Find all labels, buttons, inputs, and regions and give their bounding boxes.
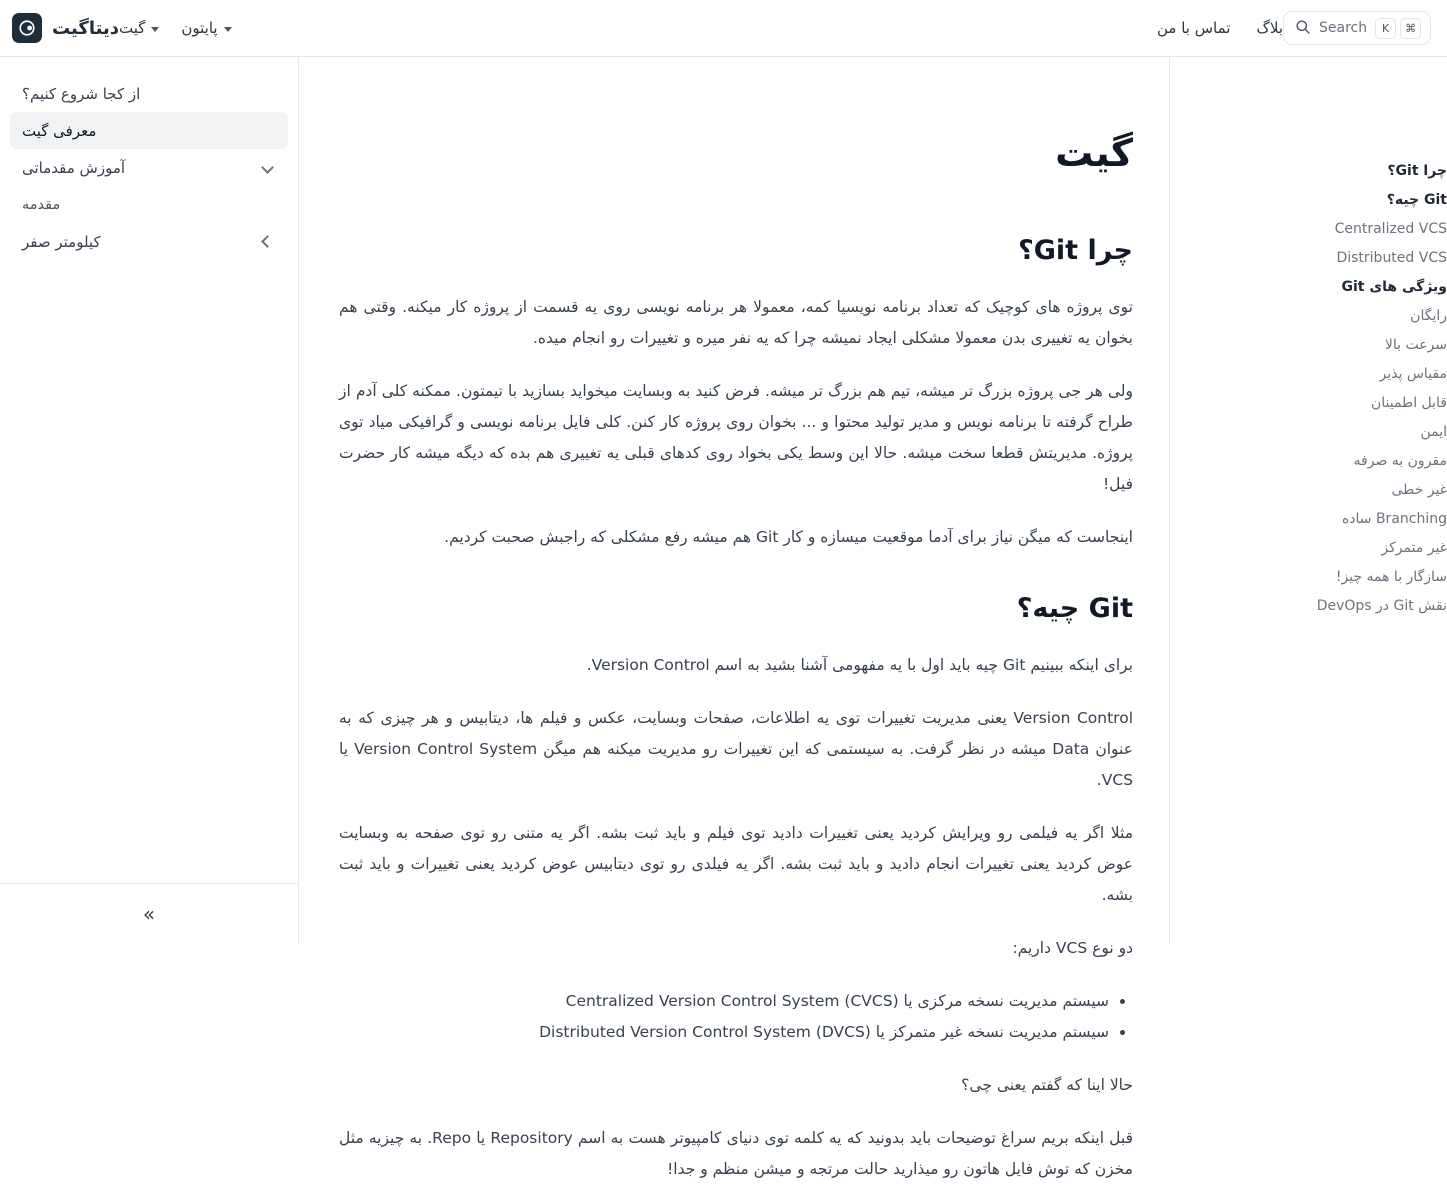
page-toc (1169, 57, 1447, 944)
nav-item-git-label: گیت (118, 19, 146, 37)
brand[interactable] (12, 13, 119, 43)
sidebar-item-where-to-start[interactable] (10, 75, 288, 112)
sidebar-item-moghadame[interactable] (10, 186, 288, 223)
chevron-down-icon (224, 27, 232, 32)
sidebar-item-basic-tutorial-label: آموزش مقدماتی (22, 158, 126, 177)
toc-item-distributed-vcs[interactable]: Distributed VCS (1336, 250, 1447, 266)
secondary-nav (1157, 19, 1283, 37)
heading-why-git: چرا Git؟ (1018, 234, 1133, 266)
article-content (299, 57, 1169, 1178)
page-layout (0, 57, 1447, 1178)
paragraph-why-git-2: ولی هر جی پروژه بزرگ تر میشه، تیم هم بزرگ تر میشه. فرض کنید به وبسایت میخواید بسازید با تیمتون. ممکنه کلی آدم از طراح گرفته تا برنامه نویس و مدیر تولید محتوا و ... بخوان روی پروژه کار کنن. کلی فایل برنامه نویسی و گرافیکی میاد توی پروژه. مدیریتش قطعا سخت میشه. حالا این وسط یکی بخواد روی کدهای قبلی یه تغییری هم بده که دیگه میشه کار حضرت فیل! (339, 381, 1133, 493)
paragraph-vcs-types-intro: دو نوع VCS داریم: (1012, 938, 1133, 957)
toc-item-free[interactable]: رایگان (1410, 308, 1447, 324)
toc-item-what-is-git[interactable]: Git چیه؟ (1386, 192, 1447, 208)
collapse-sidebar-button[interactable]: » (142, 902, 156, 926)
nav-item-python[interactable] (181, 19, 231, 37)
top-header (0, 0, 1447, 57)
toc-item-devops-role[interactable]: نقش Git در DevOps (1316, 598, 1447, 614)
sidebar-item-kilometer-zero-label: کیلومتر صفر (22, 232, 101, 251)
toc-item-secure[interactable]: ایمن (1420, 424, 1447, 440)
sidebar-item-kilometer-zero[interactable] (10, 223, 288, 260)
search-shortcut (1375, 18, 1421, 39)
chevron-right-icon[interactable] (260, 234, 276, 250)
toc-item-affordable[interactable]: مقرون به صرفه (1353, 453, 1447, 469)
nav-item-python-label: پایتون (181, 19, 218, 37)
toc-item-branching[interactable]: Branching ساده (1341, 511, 1447, 527)
toc-item-why-git[interactable]: چرا Git؟ (1387, 163, 1447, 179)
toc-item-centralized-vcs[interactable]: Centralized VCS (1334, 221, 1447, 237)
nav-link-blog[interactable]: بلاگ (1256, 19, 1283, 37)
sidebar-footer (0, 883, 298, 944)
toc-item-reliable[interactable]: قابل اطمینان (1370, 395, 1447, 411)
kbd-k: K (1375, 18, 1396, 39)
sidebar-item-git-intro[interactable] (10, 112, 288, 149)
sidebar-item-where-to-start-label: از کجا شروع کنیم؟ (22, 84, 141, 103)
search-icon (1294, 18, 1311, 39)
toc-item-decentralized[interactable]: غیر متمرکز (1381, 540, 1447, 556)
heading-what-is-git: Git چیه؟ (1016, 592, 1133, 624)
paragraph-why-git-3: اینجاست که میگن نیاز برای آدما موقعیت میسازه و کار Git هم میشه رفع مشکلی که راجبش صحبت کردیم. (444, 527, 1133, 546)
search-input[interactable] (1283, 11, 1431, 45)
paragraph-what-is-git-2: Version Control یعنی مدیریت تغییرات توی یه اطلاعات، صفحات وبسایت، عکس و فیلم ها، دیتابیس و هر چیزی که به عنوان Data میشه در نظر گرفت. به سیستمی که این تغییرات رو مدیریت میکنه هم میگن Version Control System یا VCS. (339, 708, 1133, 789)
kbd-command: ⌘ (1400, 18, 1421, 39)
paragraph-why-git-1: توی پروژه های کوچیک که تعداد برنامه نویسیا کمه، معمولا هر برنامه نویسی روی یه قسمت از پروژه کار میکنه. وقتی هم بخوان یه تغییری بدن معمولا مشکلی ایجاد نمیشه چرا که یه نفر میره و تغییرات رو انجام میده. (339, 297, 1133, 347)
header-brand-nav-group (12, 13, 258, 43)
doc-sidebar-list (10, 75, 288, 883)
vcs-types-list (339, 986, 1133, 1048)
page-title: گیت (1055, 131, 1133, 175)
toc-item-compatible[interactable]: سازگار با همه چیز! (1335, 569, 1447, 585)
nav-link-contact[interactable]: تماس با من (1156, 19, 1231, 37)
search-placeholder: Search (1319, 20, 1368, 36)
toc-item-nonlinear[interactable]: غیر خطی (1391, 482, 1447, 498)
sidebar-item-git-intro-label: معرفی گیت (22, 121, 97, 140)
main-nav (119, 19, 232, 37)
sidebar-item-moghadame-label: مقدمه (22, 196, 61, 213)
paragraph-repository-intro: قبل اینکه بریم سراغ توضیحات باید بدونید که یه کلمه توی دنیای کامپیوتر هست به اسم Repository یا Repo. به چیزیه مثل مخزن که توش فایل هاتون رو میذارید حالت مرتجه و میشن منظم و جدا! (339, 1128, 1133, 1178)
list-item-cvcs: • سیستم مدیریت نسخه مرکزی یا Centralized Version Control System (CVCS) (339, 986, 1109, 1017)
page-toc-list (1170, 157, 1447, 621)
paragraph-meaning-question: حالا اینا که گفتم یعنی چی؟ (961, 1075, 1133, 1094)
nav-item-git[interactable] (119, 19, 159, 37)
chevron-down-icon (151, 27, 159, 32)
toc-item-scalable[interactable]: مقیاس پذیر (1379, 366, 1447, 382)
paragraph-what-is-git-1: برای اینکه ببینیم Git چیه باید اول با یه مفهومی آشنا بشید به اسم Version Control. (586, 655, 1133, 674)
toc-item-speed[interactable]: سرعت بالا (1384, 337, 1447, 353)
doc-sidebar (0, 57, 299, 944)
brand-name: دیتاگیت (52, 17, 119, 39)
datagit-logo-icon (12, 13, 42, 43)
chevron-down-icon[interactable] (260, 160, 276, 176)
header-left-group (1131, 11, 1431, 45)
toc-item-git-features[interactable]: ویژگی های Git (1341, 279, 1447, 295)
list-item-dvcs: • سیستم مدیریت نسخه غیر متمرکز یا Distributed Version Control System (DVCS) (339, 1017, 1109, 1048)
sidebar-item-basic-tutorial[interactable] (10, 149, 288, 186)
paragraph-what-is-git-3: مثلا اگر یه فیلمی رو ویرایش کردید یعنی تغییرات دادید توی فیلم و باید ثبت بشه. اگر یه متنی رو توی صفحه به وبسایت عوض کردید یعنی تغییرات انجام دادید و باید ثبت بشه. اگر یه فیلدی رو توی دیتابیس عوض کردید یعنی تغییرات و باید ثبت بشه. (339, 823, 1133, 904)
